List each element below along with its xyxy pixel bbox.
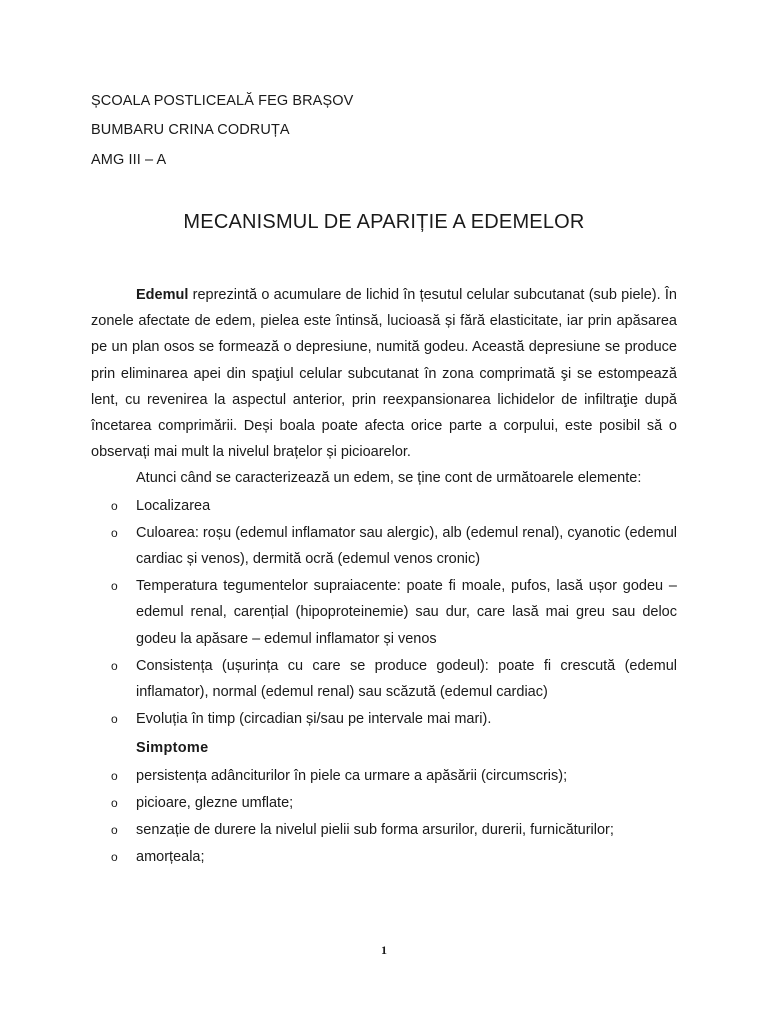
intro-text: reprezintă o acumulare de lichid în țesutul celular subcutanat (sub piele). În zonele afectate de edem, pielea este întinsă, lucioasă și fără elasticitate, iar prin apăsarea pe un plan osos se formează o depresiune, numită godeu. Această depresiune se produce prin eliminarea apei din spaţiul celular subcutanat în zona comprimată şi se estompează lent, cu revenirea la aspectul anterior, prin reexpansionarea lichidelor de infiltraţie după încetarea comprimării. Deși boala poate afecta orice parte a corpului, este posibil să o observați mai mult la nivelul brațelor și picioarelor. bbox=[91, 287, 677, 461]
document-body bbox=[91, 282, 677, 870]
bullet-icon: o bbox=[111, 525, 118, 540]
bullet-icon: o bbox=[111, 579, 118, 594]
list-item: o senzație de durere la nivelul pielii sub forma arsurilor, durerii, furnicăturilor; bbox=[91, 817, 677, 843]
list-item: o amorțeala; bbox=[91, 844, 677, 870]
term-edemul: Edemul bbox=[136, 287, 189, 303]
symptoms-list bbox=[91, 763, 677, 871]
student-name: BUMBARU CRINA CODRUȚA bbox=[91, 122, 290, 138]
bullet-icon: o bbox=[111, 712, 118, 727]
bullet-icon: o bbox=[111, 498, 118, 513]
intro-paragraph bbox=[91, 282, 677, 465]
bullet-icon: o bbox=[111, 850, 118, 865]
school-name: ȘCOALA POSTLICEALĂ FEG BRAȘOV bbox=[91, 93, 354, 109]
characteristics-list bbox=[91, 493, 677, 733]
page-number: 1 bbox=[381, 943, 387, 957]
bullet-icon: o bbox=[111, 823, 118, 838]
list-item: o Evoluția în timp (circadian și/sau pe intervale mai mari). bbox=[91, 706, 677, 732]
document-title: MECANISMUL DE APARIȚIE A EDEMELOR bbox=[183, 211, 585, 233]
list-item: o Culoarea: roșu (edemul inflamator sau alergic), alb (edemul renal), cyanotic (edemul cardiac și venos), dermită ocră (edemul venos cronic) bbox=[91, 520, 677, 572]
bullet-icon: o bbox=[111, 795, 118, 810]
bullet-icon: o bbox=[111, 768, 118, 783]
list-item: o Temperatura tegumentelor supraiacente: poate fi moale, pufos, lasă ușor godeu – edemul renal, carențial (hipoproteinemie) sau dur, care lasă mai greu sau deloc godeu la apăsare – edemul inflamator și venos bbox=[91, 573, 677, 652]
list-item: o Localizarea bbox=[91, 493, 677, 519]
list-item: o Consistența (ușurința cu care se produce godeul): poate fi crescută (edemul inflamator), normal (edemul renal) sau scăzută (edemul cardiac) bbox=[91, 653, 677, 705]
list-item: o picioare, glezne umflate; bbox=[91, 790, 677, 816]
list-item: o persistența adânciturilor în piele ca urmare a apăsării (circumscris); bbox=[91, 763, 677, 789]
characteristics-intro: Atunci când se caracterizează un edem, se ține cont de următoarele elemente: bbox=[136, 470, 642, 487]
student-group: AMG III – A bbox=[91, 152, 167, 168]
symptoms-heading: Simptome bbox=[136, 740, 209, 757]
bullet-icon: o bbox=[111, 658, 118, 673]
